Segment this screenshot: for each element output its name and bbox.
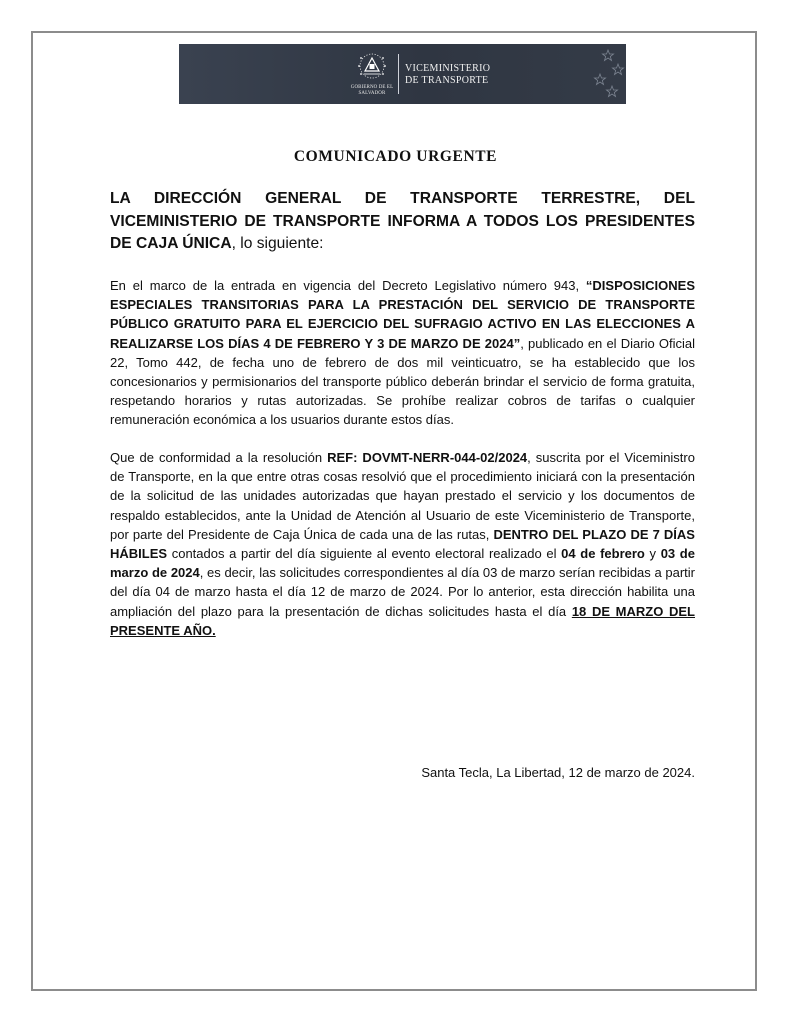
extended-deadline: 18 DE MARZO DEL PRESENTE AÑO. xyxy=(110,603,695,638)
election-date-2: 03 de marzo de 2024 xyxy=(110,546,695,581)
election-date-1: 04 de febrero xyxy=(561,546,645,562)
paragraph-decree xyxy=(110,276,695,430)
place-and-date: Santa Tecla, La Libertad, 12 de marzo de 2024. xyxy=(421,765,695,780)
paragraph2-text-2: , suscrita por el Viceministro de Transporte, en la que entre otras cosas resolvió que el procedimiento iniciará con la presentación de la solicitud de las unidades autorizadas que hayan prestado el servicio y los documentos de respaldo establecidos, ante la Unidad de Atención al Usuario de este Viceministerio de Transporte, por parte del Presidente de Caja Única de cada una de las rutas, xyxy=(110,450,695,542)
banner-divider xyxy=(398,54,399,94)
paragraph1-text-1: En el marco de la entrada en vigencia del Decreto Legislativo número 943, xyxy=(110,278,586,293)
decorative-stars-icon xyxy=(586,44,626,104)
paragraph2-text-3: contados a partir del día siguiente al evento electoral realizado el xyxy=(167,546,562,562)
headline-rest: , lo siguiente: xyxy=(231,235,324,252)
ministry-name-line1: VICEMINISTERIO xyxy=(405,63,491,74)
document-title: COMUNICADO URGENTE xyxy=(293,148,498,165)
resolution-reference: REF: DOVMT-NERR-044-02/2024 xyxy=(327,450,528,465)
paragraph-resolution xyxy=(110,448,695,640)
government-caption: GOBIERNO DE EL SALVADOR xyxy=(350,85,394,96)
government-seal-logo xyxy=(350,49,394,101)
paragraph2-text-4: y xyxy=(644,546,661,562)
ministry-name xyxy=(405,63,555,87)
decree-title: “DISPOSICIONES ESPECIALES TRANSITORIAS PARA LA PRESTACIÓN DEL SERVICIO DE TRANSPORTE PÚBLICO GRATUITO PARA EL EJERCICIO DEL SUFRAGIO ACTIVO EN LAS ELECCIONES A REALIZARSE LOS DÍAS 4 DE FEBRERO Y 3 DE MARZO DE 2024” xyxy=(110,278,695,351)
paragraph1-text-2: , publicado en el Diario Oficial 22, Tomo 442, de fecha uno de febrero de dos mil veinticuatro, se ha establecido que los concesionarios y permisionarios del transporte público deberán brindar el servicio de forma gratuita, respetando horarios y rutas autorizadas. Se prohíbe realizar cobros de tarifas o cualquier remuneración económica a los usuarios durante estos días. xyxy=(110,335,695,428)
coat-of-arms-icon xyxy=(350,49,394,85)
ministry-header-banner xyxy=(179,44,626,104)
ministry-name-line2: DE TRANSPORTE xyxy=(405,75,489,86)
deadline-term: DENTRO DEL PLAZO DE 7 DÍAS HÁBILES xyxy=(110,526,695,562)
headline xyxy=(110,188,695,256)
headline-bold: LA DIRECCIÓN GENERAL DE TRANSPORTE TERRESTRE, DEL VICEMINISTERIO DE TRANSPORTE INFORMA A TODOS LOS PRESIDENTES DE CAJA ÚNICA xyxy=(110,190,695,252)
paragraph2-text-5: , es decir, las solicitudes correspondientes al día 03 de marzo serían recibidas a partir del día 04 de marzo hasta el día 12 de marzo de 2024. Por lo anterior, esta dirección habilita una ampliación del plazo para la presentación de dichas solicitudes hasta el día xyxy=(110,565,695,619)
paragraph2-text-1: Que de conformidad a la resolución xyxy=(110,450,328,465)
